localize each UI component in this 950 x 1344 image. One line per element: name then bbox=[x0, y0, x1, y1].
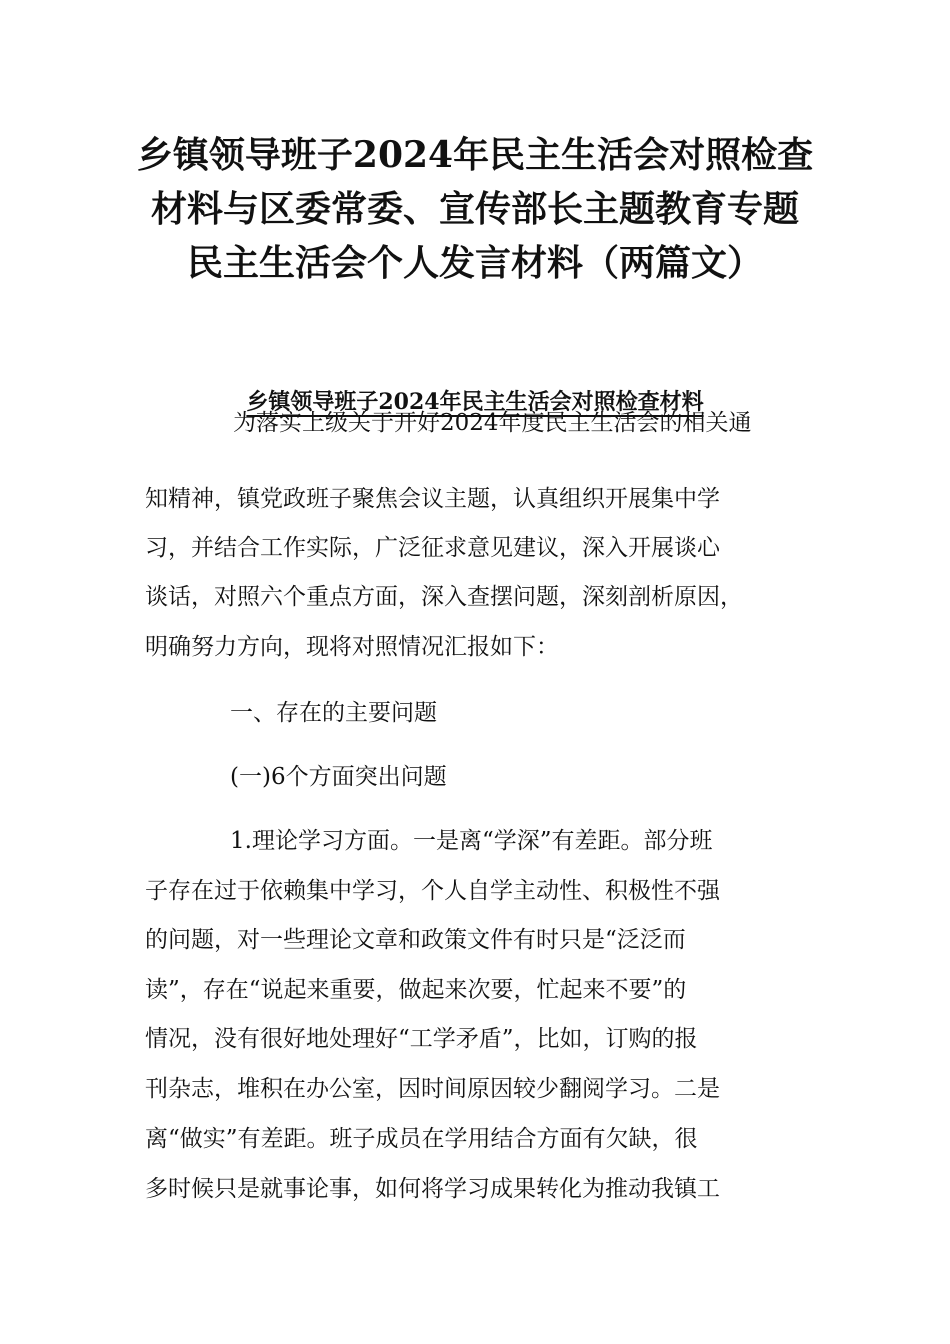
document-title bbox=[100, 128, 850, 290]
body-line-5: 明确努力方向，现将对照情况汇报如下： bbox=[145, 634, 559, 660]
body-line-8: 1.理论学习方面。一是离“学深”有差距。部分班 bbox=[230, 828, 713, 854]
body-line-9: 子存在过于依赖集中学习，个人自学主动性、积极性不强 bbox=[145, 878, 720, 904]
title-line-1: 乡镇领导班子2024年民主生活会对照检查 bbox=[136, 134, 814, 176]
body-line-3: 习，并结合工作实际，广泛征求意见建议，深入开展谈心 bbox=[145, 535, 720, 561]
heading-six-aspects: (一)6个方面突出问题 bbox=[230, 764, 447, 790]
body-line-11: 读”，存在“说起来重要，做起来次要，忙起来不要”的 bbox=[145, 977, 687, 1003]
heading-main-problems: 一、存在的主要问题 bbox=[230, 700, 437, 726]
title-line-2: 材料与区委常委、宣传部长主题教育专题 bbox=[150, 188, 799, 230]
body-line-14: 离“做实”有差距。班子成员在学用结合方面有欠缺，很 bbox=[145, 1126, 698, 1152]
body-line-13: 刊杂志，堆积在办公室，因时间原因较少翻阅学习。二是 bbox=[145, 1076, 720, 1102]
body-line-1: 为落实上级关于开好2024年度民主生活会的相关通 bbox=[233, 410, 752, 436]
section-title-text: 乡镇领导班子2024年民主生活会对照检查材料 bbox=[246, 389, 704, 415]
title-line-3: 民主生活会个人发言材料（两篇文） bbox=[186, 242, 763, 284]
body-line-10: 的问题，对一些理论文章和政策文件有时只是“泛泛而 bbox=[145, 927, 686, 953]
body-line-2: 知精神，镇党政班子聚焦会议主题，认真组织开展集中学 bbox=[145, 486, 720, 512]
body-line-4: 谈话，对照六个重点方面，深入查摆问题，深刻剖析原因， bbox=[145, 584, 743, 610]
body-line-12: 情况，没有很好地处理好“工学矛盾”，比如，订购的报 bbox=[145, 1026, 698, 1052]
body-line-15: 多时候只是就事论事，如何将学习成果转化为推动我镇工 bbox=[145, 1176, 720, 1202]
